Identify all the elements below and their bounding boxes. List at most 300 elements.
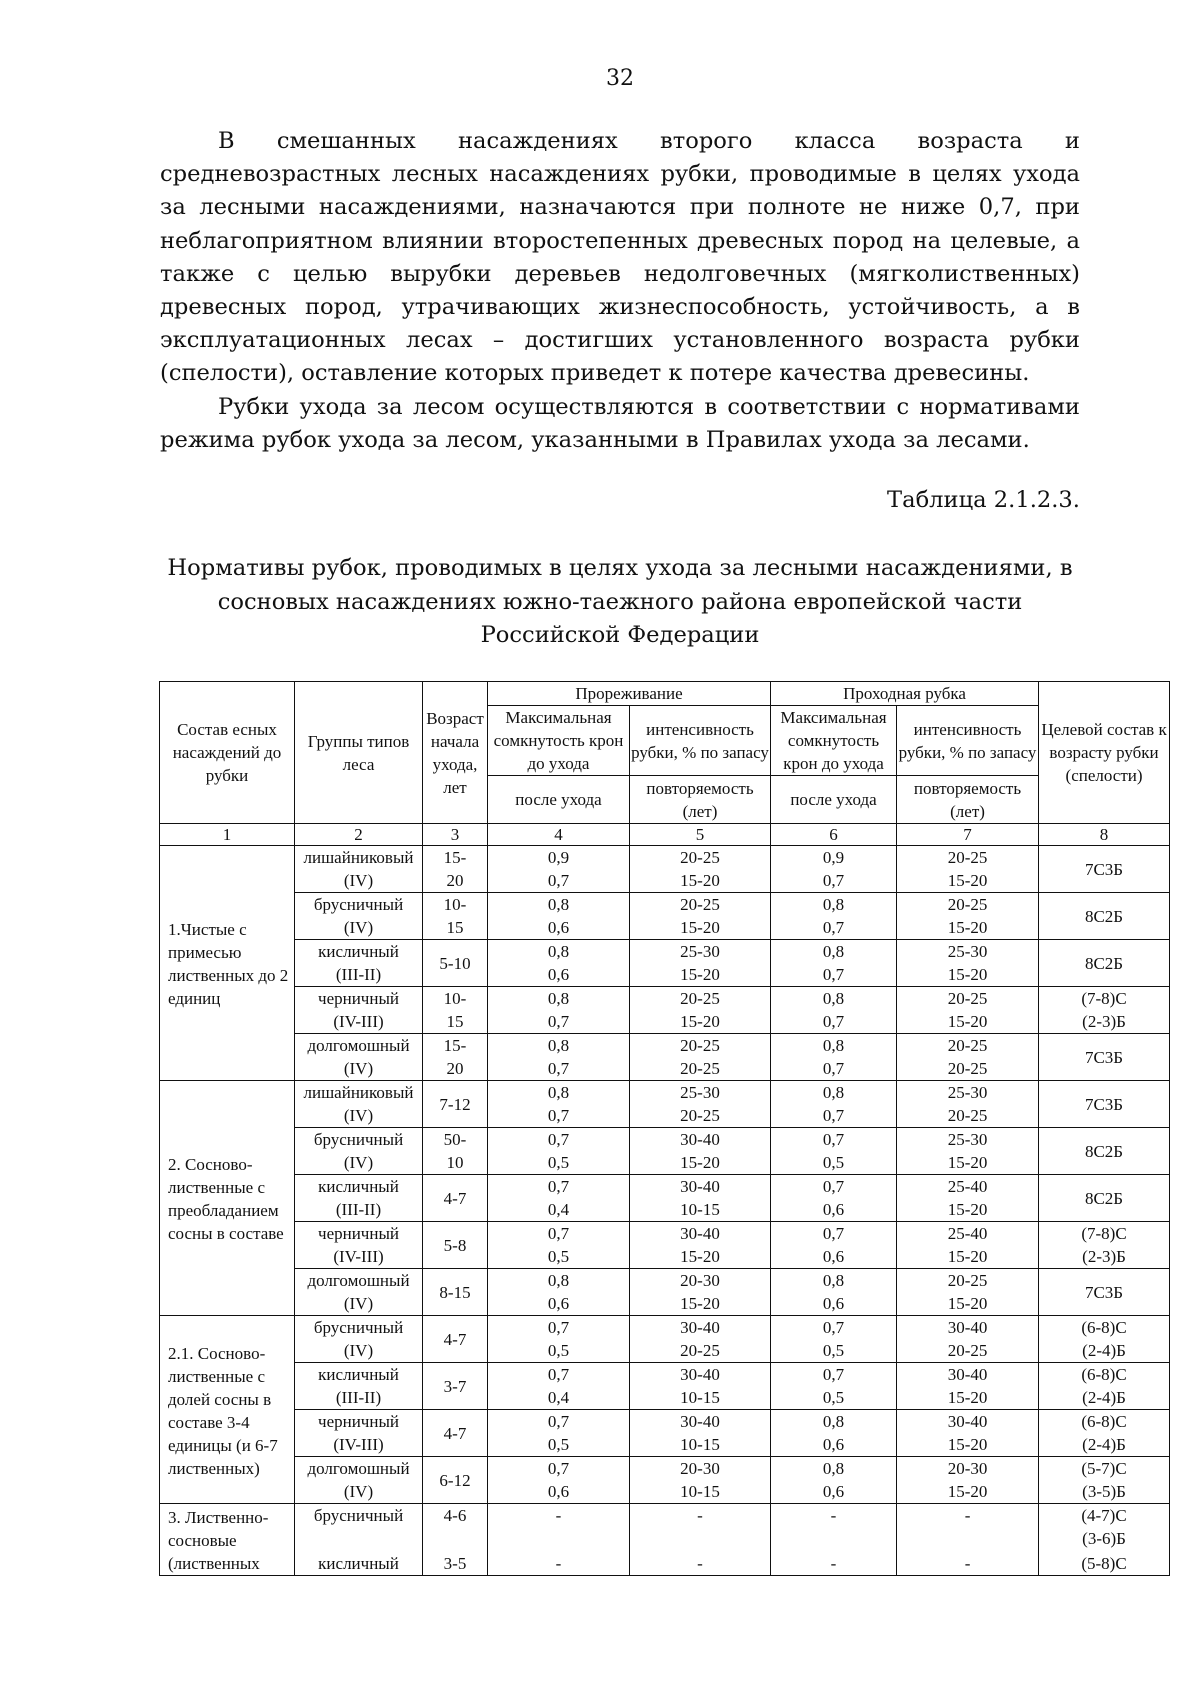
target-composition-line2: (3-6)Б bbox=[1082, 1529, 1126, 1548]
start-age-cell bbox=[423, 1410, 488, 1457]
thinning-density-cell bbox=[488, 1410, 630, 1457]
thinning-intensity-line2: 15-20 bbox=[680, 1012, 720, 1031]
start-age-cell bbox=[423, 1457, 488, 1504]
forest-type-line1: кисличный bbox=[318, 942, 399, 961]
thinning-density-line1: 0,7 bbox=[547, 1365, 570, 1384]
passage-intensity-line1: 20-25 bbox=[947, 895, 988, 914]
start-age-cell bbox=[423, 940, 488, 987]
thinning-density-cell bbox=[488, 846, 630, 893]
header-after-care: после ухода bbox=[771, 776, 897, 824]
header-composition: Состав есных насаждений до рубки bbox=[160, 682, 295, 824]
forest-type-cell bbox=[295, 1504, 423, 1551]
header-intensity: интенсивность рубки, % по запасу bbox=[630, 706, 771, 776]
start-age: 4-7 bbox=[443, 1423, 467, 1443]
table-row bbox=[160, 1316, 1170, 1363]
start-age: 4-7 bbox=[443, 1329, 467, 1349]
passage-density-line2: 0,7 bbox=[822, 1012, 845, 1031]
passage-intensity-line2: 15-20 bbox=[947, 1294, 988, 1313]
passage-intensity-cell bbox=[897, 1504, 1039, 1551]
forest-type-line1: долгомошный bbox=[307, 1036, 410, 1055]
passage-density-line2: 0,7 bbox=[822, 1106, 845, 1125]
thinning-density-line1: 0,7 bbox=[547, 1177, 570, 1196]
target-composition-cell bbox=[1039, 1316, 1170, 1363]
header-intensity: интенсивность рубки, % по запасу bbox=[897, 706, 1039, 776]
passage-density-line1: 0,8 bbox=[822, 989, 845, 1008]
thinning-intensity-line2: 15-20 bbox=[680, 1294, 720, 1313]
start-age: 4-7 bbox=[443, 1188, 467, 1208]
thinning-intensity-cell bbox=[630, 1222, 771, 1269]
target-composition-line1: (6-8)С bbox=[1081, 1365, 1127, 1384]
thinning-intensity-cell bbox=[630, 1504, 771, 1551]
passage-density-line2: 0,5 bbox=[822, 1388, 845, 1407]
header-target-composition: Целевой состав к возрасту рубки (спелости) bbox=[1039, 682, 1170, 824]
forest-type-cell bbox=[295, 1316, 423, 1363]
forest-type-cell bbox=[295, 1363, 423, 1410]
target-composition-cell bbox=[1039, 1457, 1170, 1504]
passage-density-cell bbox=[771, 987, 897, 1034]
forest-type-line2: (IV) bbox=[343, 871, 374, 890]
forest-type-line2: (IV-III) bbox=[333, 1247, 384, 1266]
thinning-intensity-cell bbox=[630, 1269, 771, 1316]
header-repeat: повторяемость (лет) bbox=[897, 776, 1039, 824]
thinning-intensity-cell bbox=[630, 893, 771, 940]
target-composition-cell bbox=[1039, 1363, 1170, 1410]
table-row bbox=[160, 846, 1170, 893]
forest-type-line1: долгомошный bbox=[307, 1271, 410, 1290]
passage-intensity-line2: 15-20 bbox=[947, 1435, 988, 1454]
thinning-intensity-line2: 15-20 bbox=[680, 965, 720, 984]
start-age-cell bbox=[423, 1175, 488, 1222]
passage-density-cell bbox=[771, 1175, 897, 1222]
group-name-cell bbox=[160, 1504, 295, 1576]
target-composition-cell bbox=[1039, 1410, 1170, 1457]
thinning-intensity-cell bbox=[630, 1551, 771, 1576]
thinning-intensity-line2: 20-25 bbox=[680, 1341, 720, 1360]
header-forest-type: Группы типов леса bbox=[295, 682, 423, 824]
table-row bbox=[160, 987, 1170, 1034]
forest-type-line2: (III-II) bbox=[335, 965, 382, 984]
forest-type-line1: черничный bbox=[318, 989, 399, 1008]
thinning-intensity-line2: 10-15 bbox=[680, 1435, 720, 1454]
thinning-intensity-line2: 10-15 bbox=[680, 1388, 720, 1407]
start-age-cell bbox=[423, 1504, 488, 1551]
start-age-cell bbox=[423, 1034, 488, 1081]
thinning-density-cell bbox=[488, 893, 630, 940]
target-composition-line2: (2-4)Б bbox=[1082, 1341, 1126, 1360]
start-age: 6-12 bbox=[439, 1470, 471, 1490]
group-name-cell bbox=[160, 1316, 295, 1504]
thinning-density-line1: 0,9 bbox=[547, 848, 570, 867]
thinning-density-cell bbox=[488, 1269, 630, 1316]
start-age-line2: 15 bbox=[446, 918, 464, 937]
passage-density-line1: 0,8 bbox=[822, 1412, 845, 1431]
thinning-intensity-cell bbox=[630, 940, 771, 987]
passage-density-line2: 0,6 bbox=[822, 1200, 845, 1219]
forest-type-cell bbox=[295, 940, 423, 987]
thinning-density-line2: 0,7 bbox=[547, 1012, 570, 1031]
target-composition-line2: (2-4)Б bbox=[1082, 1388, 1126, 1407]
passage-intensity-cell bbox=[897, 1222, 1039, 1269]
start-age-line2: 20 bbox=[446, 1059, 464, 1078]
start-age: 4-6 bbox=[443, 1506, 467, 1525]
target-composition: 7С3Б bbox=[1084, 1047, 1124, 1067]
thinning-density-line1: 0,8 bbox=[547, 1271, 570, 1290]
passage-density-line2: 0,7 bbox=[822, 1059, 845, 1078]
thinning-intensity-line1: 20-25 bbox=[680, 848, 720, 867]
group-name-cell bbox=[160, 846, 295, 1081]
passage-density: - bbox=[830, 1506, 837, 1525]
passage-intensity-line1: 25-40 bbox=[947, 1224, 988, 1243]
target-composition-cell bbox=[1039, 1175, 1170, 1222]
passage-density-cell bbox=[771, 1457, 897, 1504]
thinning-intensity: - bbox=[697, 1554, 703, 1573]
passage-intensity-line2: 15-20 bbox=[947, 1200, 988, 1219]
thinning-intensity-cell bbox=[630, 1316, 771, 1363]
passage-intensity-line1: 25-40 bbox=[947, 1177, 988, 1196]
passage-intensity-line1: 20-25 bbox=[947, 1271, 988, 1290]
start-age-line1: 15- bbox=[443, 1036, 467, 1055]
forest-type-line1: брусничный bbox=[313, 895, 404, 914]
passage-density-cell bbox=[771, 893, 897, 940]
passage-intensity-line2: 20-25 bbox=[947, 1106, 988, 1125]
target-composition: 7С3Б bbox=[1084, 1282, 1124, 1302]
passage-intensity-line1: 20-30 bbox=[947, 1459, 988, 1478]
forest-type-line2: (IV-III) bbox=[333, 1435, 384, 1454]
passage-intensity-line2: 15-20 bbox=[947, 1012, 988, 1031]
thinning-density: - bbox=[555, 1554, 562, 1573]
thinning-density-line2: 0,5 bbox=[547, 1153, 570, 1172]
passage-intensity-line1: 25-30 bbox=[947, 1083, 988, 1102]
start-age-cell bbox=[423, 1316, 488, 1363]
thinning-density-cell bbox=[488, 1316, 630, 1363]
thinning-density-line2: 0,6 bbox=[547, 1482, 570, 1501]
thinning-density-line1: 0,7 bbox=[547, 1130, 570, 1149]
table-row bbox=[160, 1363, 1170, 1410]
header-after-care: после ухода bbox=[488, 776, 630, 824]
target-composition-cell bbox=[1039, 987, 1170, 1034]
passage-density-line2: 0,6 bbox=[822, 1435, 845, 1454]
norms-table bbox=[159, 681, 1170, 1576]
target-composition-line2: (2-3)Б bbox=[1082, 1247, 1126, 1266]
start-age-cell bbox=[423, 987, 488, 1034]
passage-density-line2: 0,7 bbox=[822, 965, 845, 984]
group-name: 2.1. Сосново-лиственные с долей сосны в составе 3-4 единицы (и 6-7 лиственных) bbox=[168, 1343, 278, 1478]
header-max-density: Максимальная сомкнутость крон до ухода bbox=[771, 706, 897, 776]
passage-density-cell bbox=[771, 1222, 897, 1269]
forest-type: кисличный bbox=[318, 1554, 399, 1573]
passage-density-line1: 0,7 bbox=[822, 1318, 845, 1337]
passage-intensity-cell bbox=[897, 893, 1039, 940]
thinning-intensity-line1: 20-30 bbox=[680, 1271, 720, 1290]
passage-density-cell bbox=[771, 846, 897, 893]
passage-intensity-cell bbox=[897, 1034, 1039, 1081]
thinning-density-cell bbox=[488, 1034, 630, 1081]
thinning-density-line1: 0,8 bbox=[547, 895, 570, 914]
thinning-intensity-cell bbox=[630, 1081, 771, 1128]
passage-intensity-cell bbox=[897, 987, 1039, 1034]
forest-type-line1: брусничный bbox=[313, 1130, 404, 1149]
target-composition: 8С2Б bbox=[1084, 906, 1124, 926]
passage-intensity-cell bbox=[897, 1363, 1039, 1410]
thinning-density-line1: 0,7 bbox=[547, 1412, 570, 1431]
thinning-density-line2: 0,6 bbox=[547, 1294, 570, 1313]
group-name: 1.Чистые с примесью лиственных до 2 единиц bbox=[168, 920, 289, 1008]
passage-density-line2: 0,6 bbox=[822, 1247, 845, 1266]
table-row bbox=[160, 1128, 1170, 1175]
passage-density-line2: 0,5 bbox=[822, 1341, 845, 1360]
passage-density-cell bbox=[771, 1034, 897, 1081]
column-number: 4 bbox=[488, 824, 630, 846]
passage-density-line1: 0,8 bbox=[822, 942, 845, 961]
start-age-line1: 10- bbox=[443, 895, 467, 914]
passage-intensity-line2: 15-20 bbox=[947, 965, 988, 984]
passage-intensity-cell bbox=[897, 1128, 1039, 1175]
thinning-density-line1: 0,8 bbox=[547, 1036, 570, 1055]
target-composition-line2: (2-4)Б bbox=[1082, 1435, 1126, 1454]
table-label: Таблица 2.1.2.3. bbox=[887, 487, 1080, 513]
start-age-line1: 15- bbox=[443, 848, 467, 867]
thinning-density-line1: 0,7 bbox=[547, 1318, 570, 1337]
target-composition: 7С3Б bbox=[1084, 859, 1124, 879]
thinning-intensity-cell bbox=[630, 1128, 771, 1175]
target-composition-cell bbox=[1039, 940, 1170, 987]
target-composition-cell bbox=[1039, 893, 1170, 940]
passage-intensity-line2: 15-20 bbox=[947, 1153, 988, 1172]
target-composition-cell bbox=[1039, 1551, 1170, 1576]
thinning-intensity: - bbox=[697, 1506, 703, 1525]
target-composition-line2: (2-3)Б bbox=[1082, 1012, 1126, 1031]
passage-density-line1: 0,8 bbox=[822, 1083, 845, 1102]
passage-density-line2: 0,7 bbox=[822, 871, 845, 890]
thinning-density-line1: 0,7 bbox=[547, 1459, 570, 1478]
group-name: 2. Сосново-лиственные с преобладанием сосны в составе bbox=[168, 1155, 284, 1243]
passage-intensity-line1: 20-25 bbox=[947, 989, 988, 1008]
thinning-density-cell bbox=[488, 1504, 630, 1551]
target-composition-cell bbox=[1039, 1081, 1170, 1128]
start-age: 8-15 bbox=[439, 1282, 471, 1302]
thinning-density-line1: 0,8 bbox=[547, 942, 570, 961]
start-age-cell bbox=[423, 1551, 488, 1576]
passage-density-line2: 0,6 bbox=[822, 1294, 845, 1313]
target-composition-cell bbox=[1039, 1222, 1170, 1269]
thinning-density-line2: 0,5 bbox=[547, 1341, 570, 1360]
column-number: 3 bbox=[423, 824, 488, 846]
target-composition: 8С2Б bbox=[1084, 1188, 1124, 1208]
group-name-cell bbox=[160, 1081, 295, 1316]
body-text bbox=[160, 125, 1080, 457]
passage-density-cell bbox=[771, 1081, 897, 1128]
forest-type-cell bbox=[295, 1081, 423, 1128]
passage-intensity-line2: 20-25 bbox=[947, 1341, 988, 1360]
thinning-density-line1: 0,8 bbox=[547, 989, 570, 1008]
forest-type-cell bbox=[295, 1034, 423, 1081]
passage-intensity-line2: 15-20 bbox=[947, 1247, 988, 1266]
header-start-age: Возраст начала ухода, лет bbox=[423, 682, 488, 824]
target-composition-cell bbox=[1039, 846, 1170, 893]
passage-intensity-cell bbox=[897, 1175, 1039, 1222]
thinning-intensity-line1: 30-40 bbox=[680, 1224, 720, 1243]
start-age-line2: 20 bbox=[446, 871, 464, 890]
thinning-intensity-cell bbox=[630, 987, 771, 1034]
passage-density-line1: 0,7 bbox=[822, 1130, 845, 1149]
table-row bbox=[160, 1081, 1170, 1128]
thinning-intensity-cell bbox=[630, 1175, 771, 1222]
passage-intensity-line2: 20-25 bbox=[947, 1059, 988, 1078]
thinning-density-line2: 0,5 bbox=[547, 1435, 570, 1454]
thinning-intensity-line2: 15-20 bbox=[680, 1247, 720, 1266]
column-number: 1 bbox=[160, 824, 295, 846]
forest-type-line2: (III-II) bbox=[335, 1200, 382, 1219]
passage-intensity-line1: 30-40 bbox=[947, 1412, 988, 1431]
passage-intensity-line1: 25-30 bbox=[947, 1130, 988, 1149]
page-number: 32 bbox=[606, 66, 634, 91]
forest-type-line2: (IV) bbox=[343, 1341, 374, 1360]
column-number: 6 bbox=[771, 824, 897, 846]
target-composition: 8С2Б bbox=[1084, 953, 1124, 973]
passage-density-cell bbox=[771, 1551, 897, 1576]
thinning-density-line2: 0,7 bbox=[547, 1106, 570, 1125]
passage-density-line1: 0,8 bbox=[822, 895, 845, 914]
start-age-line2: 15 bbox=[446, 1012, 464, 1031]
forest-type-cell bbox=[295, 846, 423, 893]
forest-type-cell bbox=[295, 987, 423, 1034]
forest-type-line1: черничный bbox=[318, 1412, 399, 1431]
thinning-density-cell bbox=[488, 1128, 630, 1175]
target-composition: (5-8)С bbox=[1081, 1554, 1127, 1573]
thinning-density-cell bbox=[488, 1222, 630, 1269]
thinning-intensity-line1: 20-25 bbox=[680, 1036, 720, 1055]
passage-intensity-cell bbox=[897, 1410, 1039, 1457]
thinning-density-cell bbox=[488, 1081, 630, 1128]
target-composition-cell bbox=[1039, 1504, 1170, 1551]
table-row bbox=[160, 1269, 1170, 1316]
passage-intensity-cell bbox=[897, 1316, 1039, 1363]
forest-type-line1: лишайниковый bbox=[303, 1083, 414, 1102]
forest-type-cell bbox=[295, 1410, 423, 1457]
thinning-intensity-line2: 10-15 bbox=[680, 1482, 720, 1501]
thinning-density-line2: 0,6 bbox=[547, 918, 570, 937]
start-age: 3-5 bbox=[443, 1554, 467, 1573]
forest-type-line1: кисличный bbox=[318, 1177, 399, 1196]
passage-density-line2: 0,6 bbox=[822, 1482, 845, 1501]
passage-density-cell bbox=[771, 1316, 897, 1363]
passage-density-cell bbox=[771, 1363, 897, 1410]
table-row bbox=[160, 1504, 1170, 1551]
forest-type-line1: брусничный bbox=[313, 1318, 404, 1337]
forest-type-line2: (III-II) bbox=[335, 1388, 382, 1407]
thinning-density-line2: 0,4 bbox=[547, 1388, 570, 1407]
passage-density-line1: 0,8 bbox=[822, 1271, 845, 1290]
passage-intensity-line2: 15-20 bbox=[947, 1388, 988, 1407]
thinning-intensity-cell bbox=[630, 846, 771, 893]
passage-intensity-cell bbox=[897, 1081, 1039, 1128]
target-composition-line1: (7-8)С bbox=[1081, 989, 1127, 1008]
thinning-intensity-line2: 15-20 bbox=[680, 918, 720, 937]
forest-type-cell bbox=[295, 1269, 423, 1316]
thinning-intensity-line1: 25-30 bbox=[680, 1083, 720, 1102]
passage-intensity-cell bbox=[897, 846, 1039, 893]
thinning-intensity-cell bbox=[630, 1363, 771, 1410]
passage-density-line1: 0,7 bbox=[822, 1177, 845, 1196]
passage-intensity: - bbox=[964, 1554, 971, 1573]
thinning-intensity-line2: 10-15 bbox=[680, 1200, 720, 1219]
passage-intensity-line1: 30-40 bbox=[947, 1365, 988, 1384]
passage-intensity-cell bbox=[897, 1457, 1039, 1504]
target-composition-cell bbox=[1039, 1128, 1170, 1175]
thinning-intensity-line2: 20-25 bbox=[680, 1106, 720, 1125]
table-row bbox=[160, 1551, 1170, 1576]
table-row bbox=[160, 1410, 1170, 1457]
thinning-intensity-line2: 15-20 bbox=[680, 1153, 720, 1172]
start-age-cell bbox=[423, 1222, 488, 1269]
start-age-line1: 50- bbox=[443, 1130, 467, 1149]
passage-density-line1: 0,7 bbox=[822, 1224, 845, 1243]
forest-type-line1: черничный bbox=[318, 1224, 399, 1243]
forest-type-line2: (IV) bbox=[343, 1482, 374, 1501]
thinning-density-line2: 0,6 bbox=[547, 965, 570, 984]
thinning-density-line2: 0,7 bbox=[547, 1059, 570, 1078]
table-row bbox=[160, 1222, 1170, 1269]
thinning-intensity-line1: 20-30 bbox=[680, 1459, 720, 1478]
passage-density-line1: 0,7 bbox=[822, 1365, 845, 1384]
passage-intensity-line1: 20-25 bbox=[947, 848, 988, 867]
target-composition-cell bbox=[1039, 1269, 1170, 1316]
paragraph: Рубки ухода за лесом осуществляются в соответствии с нормативами режима рубок ухода за лесом, указанными в Правилах ухода за лесами. bbox=[160, 393, 1080, 453]
start-age-cell bbox=[423, 846, 488, 893]
start-age-cell bbox=[423, 893, 488, 940]
forest-type-line1: лишайниковый bbox=[303, 848, 414, 867]
passage-density-line2: 0,7 bbox=[822, 918, 845, 937]
thinning-density-line1: 0,7 bbox=[547, 1224, 570, 1243]
thinning-density-cell bbox=[488, 1363, 630, 1410]
passage-density-cell bbox=[771, 1504, 897, 1551]
column-number: 2 bbox=[295, 824, 423, 846]
start-age-cell bbox=[423, 1269, 488, 1316]
paragraph: В смешанных насаждениях второго класса возраста и средневозрастных лесных насаждениях рубки, проводимые в целях ухода за лесными насаждениями, назначаются при полноте не ниже 0,7, при неблагоприятном влиянии второстепенных древесных пород на целевые, а также с целью вырубки деревьев недолговечных (мягколиственных) древесных пород, утрачивающих жизнеспособность, устойчивость, а в эксплуатационных лесах – достигших установленного возраста рубки (спелости), оставление которых приведет к потере качества древесины. bbox=[160, 128, 1080, 387]
passage-intensity-line1: 25-30 bbox=[947, 942, 988, 961]
forest-type-line2: (IV) bbox=[343, 1059, 374, 1078]
table-row bbox=[160, 1457, 1170, 1504]
target-composition-line1: (4-7)С bbox=[1081, 1506, 1127, 1525]
passage-intensity-line2: 15-20 bbox=[947, 1482, 988, 1501]
thinning-intensity-cell bbox=[630, 1457, 771, 1504]
forest-type-cell bbox=[295, 1222, 423, 1269]
passage-intensity-line1: 20-25 bbox=[947, 1036, 988, 1055]
passage-density: - bbox=[830, 1554, 837, 1573]
forest-type-cell bbox=[295, 893, 423, 940]
forest-type-line1: долгомошный bbox=[307, 1459, 410, 1478]
start-age-line1: 10- bbox=[443, 989, 467, 1008]
table-row bbox=[160, 1175, 1170, 1222]
passage-intensity-line2: 15-20 bbox=[947, 918, 988, 937]
start-age-line2: 10 bbox=[446, 1153, 464, 1172]
thinning-intensity-line1: 20-25 bbox=[680, 989, 720, 1008]
column-number: 7 bbox=[897, 824, 1039, 846]
forest-type: брусничный bbox=[313, 1506, 404, 1525]
passage-density-cell bbox=[771, 1269, 897, 1316]
forest-type-cell bbox=[295, 1457, 423, 1504]
table-row bbox=[160, 940, 1170, 987]
target-composition-line1: (5-7)С bbox=[1081, 1459, 1127, 1478]
thinning-density-cell bbox=[488, 1175, 630, 1222]
forest-type-cell bbox=[295, 1128, 423, 1175]
start-age: 3-7 bbox=[443, 1376, 467, 1396]
passage-density-line1: 0,8 bbox=[822, 1459, 845, 1478]
start-age-cell bbox=[423, 1081, 488, 1128]
group-name: 3. Лиственно-сосновые (лиственных bbox=[168, 1508, 269, 1573]
forest-type-cell bbox=[295, 1175, 423, 1222]
target-composition-line1: (6-8)С bbox=[1081, 1412, 1127, 1431]
